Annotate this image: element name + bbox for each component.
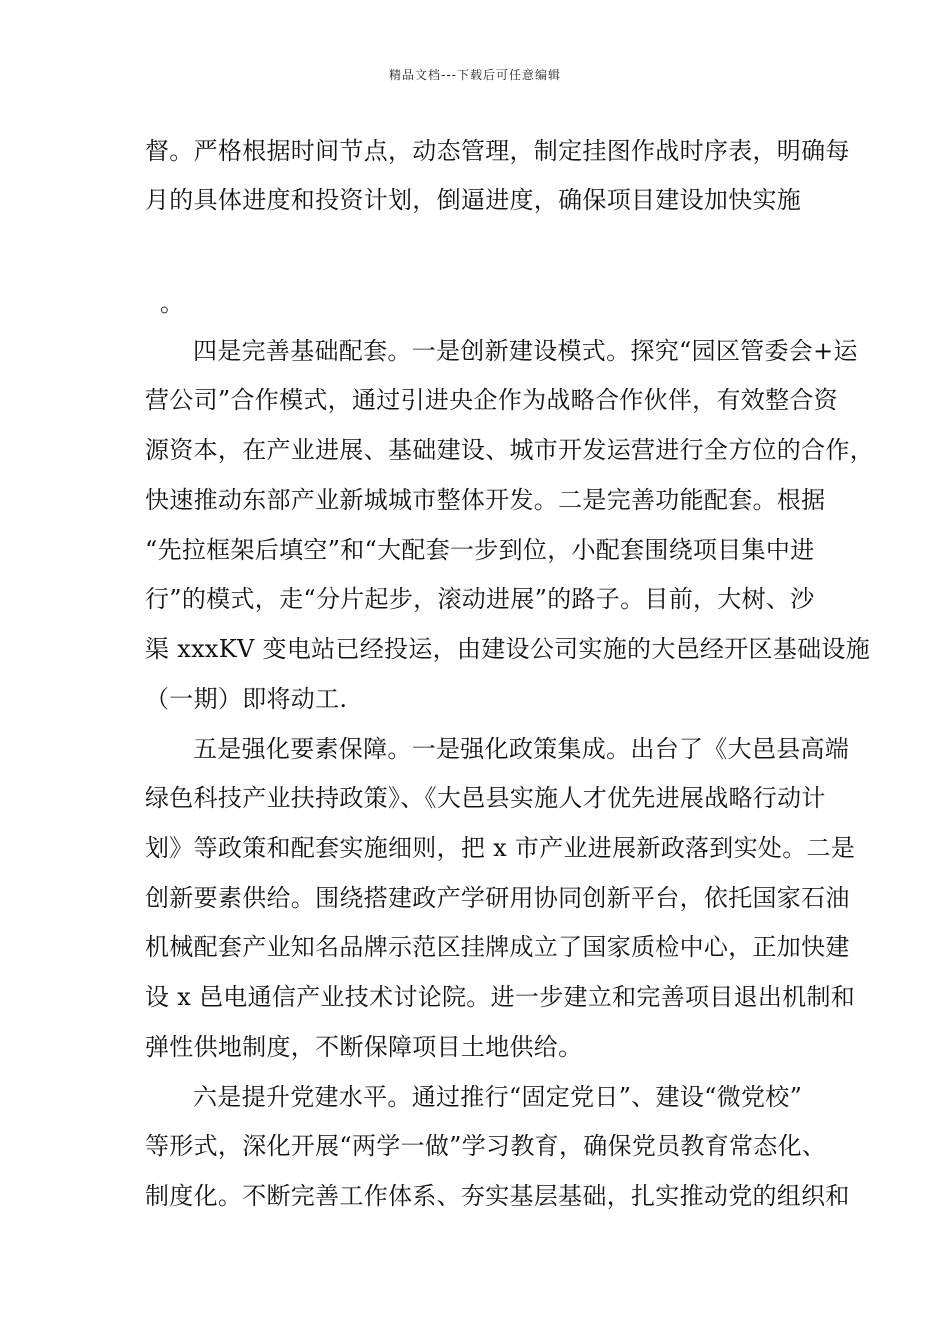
body-line: 营公司”合作模式，通过引进央企作为战略合作伙伴，有效整合资 [145, 386, 838, 414]
body-line: “先拉框架后填空”和“大配套一步到位，小配套围绕项目集中进 [145, 536, 815, 564]
page-header: 精品文档---下载后可任意编辑 [389, 68, 561, 82]
body-line: 。 [160, 289, 185, 317]
body-line: 机械配套产业知名品牌示范区挂牌成立了国家质检中心，正加快建 [145, 933, 850, 961]
body-line: 渠 xxxKV 变电站已经投运，由建设公司实施的大邑经开区基础设施 [145, 635, 871, 663]
paragraph-start-line: 四是完善基础配套。一是创新建设模式。探究“园区管委会+运 [193, 337, 858, 365]
body-line: 月的具体进度和投资计划，倒逼进度，确保项目建设加快实施 [145, 186, 802, 214]
body-line: 快速推动东部产业新城城市整体开发。二是完善功能配套。根据 [145, 486, 826, 514]
body-line: 制度化。不断完善工作体系、夯实基层基础，扎实推动党的组织和 [145, 1182, 850, 1210]
body-line: 设 x 邑电通信产业技术讨论院。进一步建立和完善项目退出机制和 [145, 983, 856, 1011]
body-line: （一期）即将动工. [145, 685, 348, 713]
body-line: 绿色科技产业扶持政策》、《大邑县实施人才优先进展战略行动计 [145, 784, 826, 812]
body-line: 督。严格根据时间节点，动态管理，制定挂图作战时序表，明确每 [145, 137, 850, 165]
body-line: 行”的模式，走“分片起步，滚动进展”的路子。目前，大树、沙 [145, 585, 815, 613]
body-line: 源资本，在产业进展、基础建设、城市开发运营进行全方位的合作， [145, 436, 874, 464]
paragraph-start-line: 五是强化要素保障。一是强化政策集成。出台了《大邑县高端 [193, 735, 850, 763]
body-line: 划》等政策和配套实施细则，把 x 市产业进展新政落到实处。二是 [145, 834, 856, 862]
paragraph-start-line: 六是提升党建水平。通过推行“固定党日”、建设“微党校” [193, 1083, 803, 1111]
body-line: 创新要素供给。围绕搭建政产学研用协同创新平台，依托国家石油 [145, 884, 850, 912]
body-line: 等形式，深化开展“两学一做”学习教育，确保党员教育常态化、 [145, 1132, 827, 1160]
body-line: 弹性供地制度，不断保障项目土地供给。 [145, 1033, 583, 1061]
